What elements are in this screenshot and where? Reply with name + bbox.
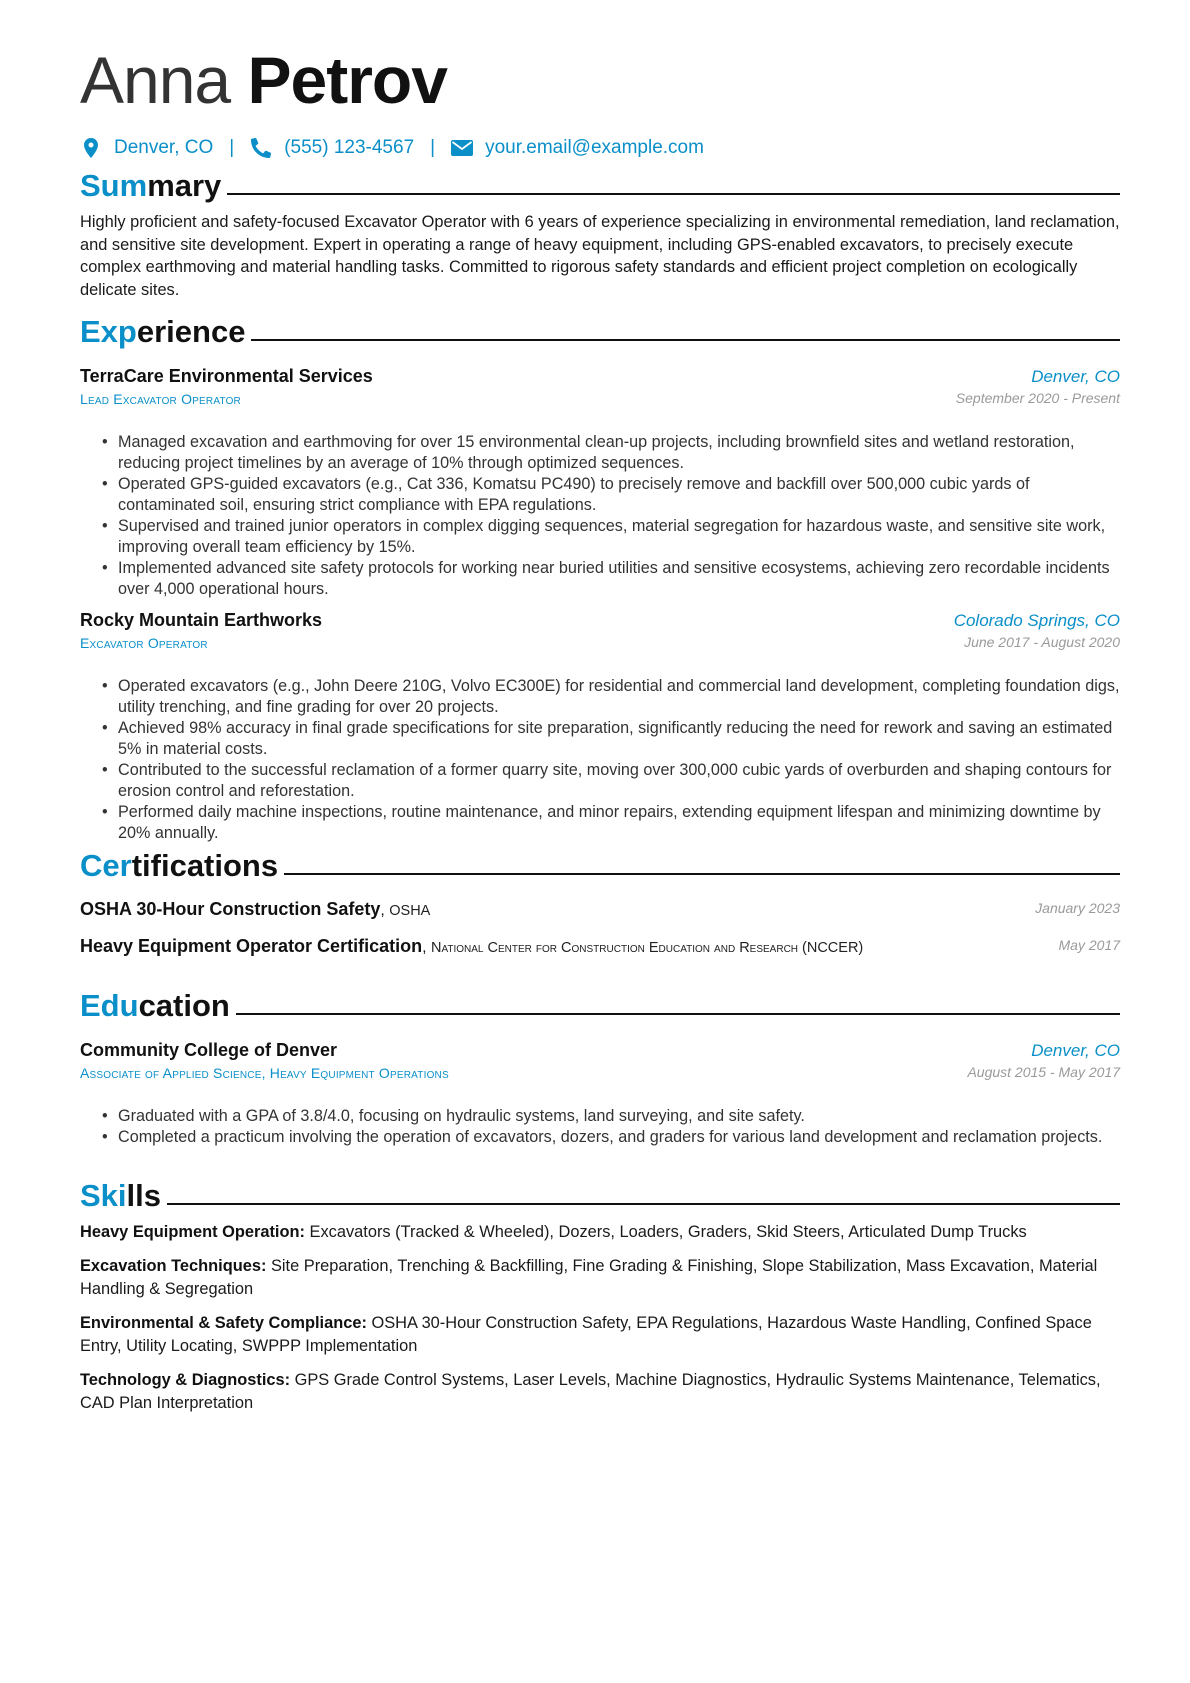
company-name: TerraCare Environmental Services bbox=[80, 366, 373, 386]
job-bullets bbox=[80, 432, 1120, 600]
skills-heading bbox=[80, 1176, 1120, 1216]
skill-row bbox=[80, 1255, 1120, 1300]
education-bullets bbox=[80, 1106, 1120, 1148]
list-item: • Performed daily machine inspections, routine maintenance, and minor repairs, extending equipment lifespan and minimizing downtime by 20% annually. bbox=[80, 802, 1120, 844]
section-rule bbox=[251, 339, 1120, 341]
company-name: Rocky Mountain Earthworks bbox=[80, 610, 323, 630]
certification-name: OSHA 30-Hour Construction Safety bbox=[80, 899, 381, 919]
job-entry bbox=[80, 610, 1120, 651]
list-item: • Supervised and trained junior operators in complex digging sequences, material segregation for hazardous waste, and sensitive site work, improving overall team efficiency by 15%. bbox=[80, 516, 1120, 558]
list-item: • Implemented advanced site safety protocols for working near buried utilities and sensitive ecosystems, achieving zero recordable incidents over 4,000 operational hours. bbox=[80, 558, 1120, 600]
skill-list: OSHA 30-Hour Construction Safety, EPA Regulations, Hazardous Waste Handling, Confined Space Entry, Utility Locating, SWPPP Implementation bbox=[80, 1314, 1092, 1355]
list-item: • Managed excavation and earthmoving for over 15 environmental clean-up projects, including brownfield sites and wetland restoration, reducing project timelines by an average of 10% through optimized sequences. bbox=[80, 432, 1120, 474]
degree-name: Associate of Applied Science, Heavy Equipment Operations bbox=[80, 1065, 449, 1081]
skill-row bbox=[80, 1221, 1120, 1244]
job-entry bbox=[80, 366, 1120, 407]
school-name: Community College of Denver bbox=[80, 1040, 338, 1060]
education-dates: August 2015 - May 2017 bbox=[967, 1064, 1120, 1080]
education-heading bbox=[80, 986, 1120, 1026]
location-text: Denver, CO bbox=[114, 137, 214, 158]
skill-category: Environmental & Safety Compliance: bbox=[80, 1314, 367, 1332]
certification-issuer: OSHA bbox=[389, 903, 431, 919]
education-entry bbox=[80, 1040, 1120, 1081]
resume-page bbox=[80, 40, 1120, 1412]
phone-icon bbox=[250, 137, 272, 159]
candidate-name bbox=[80, 40, 1120, 120]
skills-heading-rest: lls bbox=[126, 1178, 161, 1213]
last-name: Petrov bbox=[247, 43, 447, 117]
list-item: • Completed a practicum involving the operation of excavators, dozers, and graders for various land development and reclamation projects. bbox=[80, 1127, 1120, 1148]
summary-text: Highly proficient and safety-focused Excavator Operator with 6 years of experience specializing in environmental remediation, land reclamation, and sensitive site development. Expert in operating a range of heavy equipment, including GPS-enabled excavators, to precisely execute complex earthmoving and material handling tasks. Committed to rigorous safety standards and efficient project completion on ecologically delicate sites. bbox=[80, 213, 1120, 300]
education-heading-rest: cation bbox=[138, 988, 230, 1023]
job-bullets bbox=[80, 676, 1120, 844]
certification-item: Heavy Equipment Operator Certification, National Center for Construction Education and Research (NCCER) May 2017 bbox=[80, 936, 1120, 956]
list-item: • Operated excavators (e.g., John Deere 210G, Volvo EC300E) for residential and commercial land development, completing foundation digs, utility trenching, and fine grading for over 20 projects. bbox=[80, 676, 1120, 718]
certification-issuer: National Center for Construction Education and Research (NCCER) bbox=[430, 940, 864, 956]
list-item: • Operated GPS-guided excavators (e.g., Cat 336, Komatsu PC490) to precisely remove and backfill over 500,000 cubic yards of contaminated soil, ensuring strict compliance with EPA regulations. bbox=[80, 474, 1120, 516]
first-name: Anna bbox=[80, 43, 231, 117]
experience-heading bbox=[80, 312, 1120, 352]
list-item: • Graduated with a GPA of 3.8/4.0, focusing on hydraulic systems, land surveying, and site safety. bbox=[80, 1106, 1120, 1127]
skill-row bbox=[80, 1369, 1120, 1414]
summary-heading-highlight: Sum bbox=[80, 168, 148, 203]
experience-heading-highlight: Exp bbox=[80, 314, 137, 349]
job-dates: September 2020 - Present bbox=[955, 390, 1120, 406]
section-rule bbox=[167, 1203, 1120, 1205]
skill-row bbox=[80, 1312, 1120, 1357]
skill-list: GPS Grade Control Systems, Laser Levels, Machine Diagnostics, Hydraulic Systems Maintenance, Telematics, CAD Plan Interpretation bbox=[80, 1371, 1101, 1412]
skill-list: Site Preparation, Trenching & Backfilling, Fine Grading & Finishing, Slope Stabilization, Mass Excavation, Material Handling & Segregation bbox=[80, 1257, 1098, 1298]
phone-text: (555) 123-4567 bbox=[284, 137, 415, 158]
contact-separator: | bbox=[430, 137, 436, 158]
education-heading-highlight: Edu bbox=[80, 988, 139, 1023]
certifications-heading bbox=[80, 846, 1120, 886]
envelope-icon bbox=[451, 137, 473, 159]
list-item: • Contributed to the successful reclamation of a former quarry site, moving over 300,000 cubic yards of overburden and shaping contours for erosion control and reforestation. bbox=[80, 760, 1120, 802]
experience-heading-rest: erience bbox=[136, 314, 246, 349]
section-rule bbox=[227, 193, 1120, 195]
certifications-heading-highlight: Cer bbox=[80, 848, 132, 883]
summary-heading-rest: mary bbox=[147, 168, 222, 203]
certification-date: January 2023 bbox=[1035, 900, 1120, 916]
list-item: • Achieved 98% accuracy in final grade specifications for site preparation, significantly reducing the need for rework and saving an estimated 5% in material costs. bbox=[80, 718, 1120, 760]
skill-list: Excavators (Tracked & Wheeled), Dozers, Loaders, Graders, Skid Steers, Articulated Dump Trucks bbox=[309, 1223, 1027, 1241]
job-location: Denver, CO bbox=[1031, 367, 1120, 386]
job-title: Excavator Operator bbox=[80, 635, 208, 651]
certifications-heading-rest: tifications bbox=[131, 848, 279, 883]
certification-date: May 2017 bbox=[1058, 937, 1120, 953]
school-location: Denver, CO bbox=[1031, 1041, 1120, 1060]
section-rule bbox=[236, 1013, 1120, 1015]
job-title: Lead Excavator Operator bbox=[80, 391, 241, 407]
skill-category: Heavy Equipment Operation: bbox=[80, 1223, 305, 1241]
skills-heading-highlight: Ski bbox=[80, 1178, 127, 1213]
job-location: Colorado Springs, CO bbox=[953, 611, 1120, 630]
skill-category: Excavation Techniques: bbox=[80, 1257, 267, 1275]
certification-name: Heavy Equipment Operator Certification bbox=[80, 936, 423, 956]
email-link[interactable]: your.email@example.com bbox=[485, 137, 704, 158]
map-marker-icon bbox=[80, 137, 102, 159]
skill-category: Technology & Diagnostics: bbox=[80, 1371, 291, 1389]
job-dates: June 2017 - August 2020 bbox=[964, 634, 1120, 650]
section-rule bbox=[284, 873, 1120, 875]
certification-item: OSHA 30-Hour Construction Safety, OSHA January 2023 bbox=[80, 899, 1120, 919]
contact-line bbox=[80, 134, 704, 162]
summary-heading bbox=[80, 166, 1120, 206]
contact-separator: | bbox=[229, 137, 235, 158]
